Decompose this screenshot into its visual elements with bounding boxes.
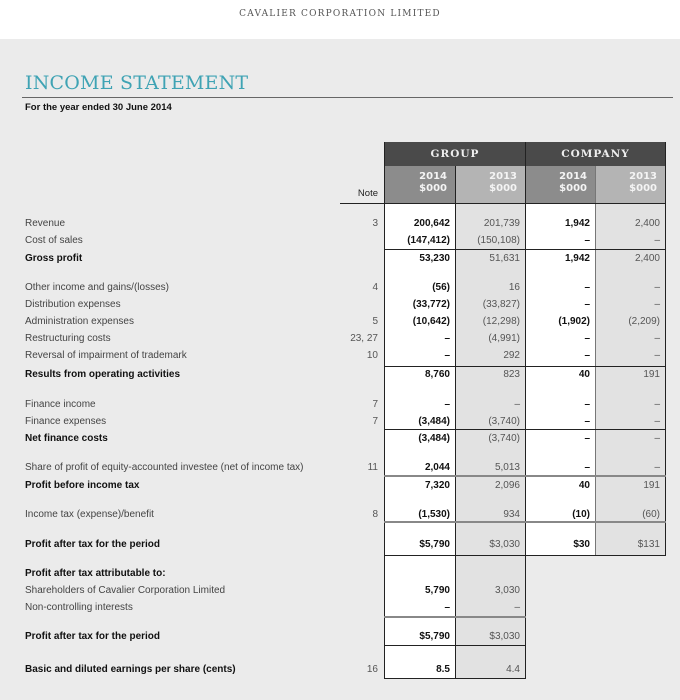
table-cell: 201,739 [483, 218, 520, 229]
table-cell: $5,790 [419, 539, 450, 550]
table-cell: – [584, 299, 590, 310]
table-cell: (33,827) [482, 299, 520, 310]
table-cell: $3,030 [489, 631, 520, 642]
table-cell: – [584, 235, 590, 246]
row-label: Shareholders of Cavalier Corporation Limited [25, 585, 226, 596]
period-subtitle: For the year ended 30 June 2014 [25, 102, 172, 113]
table-cell: – [584, 282, 590, 293]
row-label: Income tax (expense)/benefit [25, 509, 154, 520]
row-label: Administration expenses [25, 316, 134, 327]
row-label: Reversal of impairment of trademark [25, 350, 187, 361]
table-cell: – [654, 399, 660, 410]
row-label: Revenue [25, 218, 66, 229]
row-label: Profit after tax attributable to: [25, 568, 166, 579]
table-cell: (147,412) [407, 235, 450, 246]
table-cell: (33,772) [412, 299, 450, 310]
table-cell: 2,400 [634, 253, 660, 264]
subtotal-rule [384, 616, 526, 618]
table-cell: 16 [508, 282, 520, 293]
company-name: CAVALIER CORPORATION LIMITED [239, 9, 441, 19]
row-label: Profit after tax for the period [25, 539, 161, 550]
page-header [0, 0, 680, 38]
company-header: COMPANY [525, 142, 665, 166]
page-title: INCOME STATEMENT [25, 72, 249, 94]
row-note: 7 [372, 399, 378, 410]
row-note: 16 [366, 664, 378, 675]
table-cell: $5,790 [419, 631, 450, 642]
table-cell: 823 [503, 369, 520, 380]
table-cell: 7,320 [424, 480, 450, 491]
header-rule [340, 203, 666, 204]
table-cell: 2,044 [424, 462, 450, 473]
table-cell: 40 [578, 369, 590, 380]
table-cell: – [654, 333, 660, 344]
subtotal-rule [384, 249, 666, 250]
row-label: Profit after tax for the period [25, 631, 161, 642]
table-cell: 5,790 [424, 585, 450, 596]
row-note: 23, 27 [350, 333, 378, 344]
table-cell: 191 [643, 369, 660, 380]
row-label: Cost of sales [25, 235, 83, 246]
table-cell: (1,530) [418, 509, 450, 520]
table-cell: 2,400 [634, 218, 660, 229]
year-label: 2014 [559, 171, 587, 182]
table-cell: (3,740) [488, 416, 520, 427]
table-cell: – [584, 333, 590, 344]
row-note: 5 [372, 316, 378, 327]
table-cell: – [584, 433, 590, 444]
table-cell: 200,642 [413, 218, 450, 229]
table-cell: $3,030 [489, 539, 520, 550]
subtotal-rule [384, 429, 666, 430]
unit-label: $000 [419, 183, 447, 194]
row-note: 3 [372, 218, 378, 229]
table-border [665, 142, 666, 556]
table-border [384, 142, 385, 679]
total-rule [384, 645, 526, 646]
table-cell: – [584, 416, 590, 427]
group-header: GROUP [385, 142, 525, 166]
note-column-header: Note [357, 188, 378, 199]
col-header-group-2014 [385, 166, 455, 203]
table-cell: – [444, 333, 450, 344]
row-label: Restructuring costs [25, 333, 111, 344]
subtotal-rule [384, 521, 666, 523]
table-cell: – [654, 235, 660, 246]
table-cell: (3,484) [418, 433, 450, 444]
col-header-group-2013 [455, 166, 525, 203]
table-cell: (2,209) [628, 316, 660, 327]
row-note: 10 [366, 350, 378, 361]
table-cell: 191 [643, 480, 660, 491]
unit-label: $000 [559, 183, 587, 194]
row-label: Gross profit [25, 253, 83, 264]
table-cell: – [444, 350, 450, 361]
table-cell: 53,230 [419, 253, 450, 264]
table-cell: 40 [578, 480, 590, 491]
year-label: 2013 [489, 171, 517, 182]
table-cell: (10) [572, 509, 590, 520]
row-label: Finance income [25, 399, 96, 410]
statement-page [0, 39, 680, 700]
unit-label: $000 [489, 183, 517, 194]
table-cell: (4,991) [488, 333, 520, 344]
table-cell: $30 [573, 539, 590, 550]
table-cell: 3,030 [494, 585, 520, 596]
table-cell: 2,096 [494, 480, 520, 491]
row-label: Net finance costs [25, 433, 108, 444]
row-label: Basic and diluted earnings per share (cents) [25, 664, 236, 675]
row-label: Other income and gains/(losses) [25, 282, 169, 293]
col-header-company-2014 [525, 166, 595, 203]
table-cell: 1,942 [564, 218, 590, 229]
table-cell: (10,642) [412, 316, 450, 327]
table-border [595, 166, 596, 556]
year-label: 2013 [629, 171, 657, 182]
row-note: 7 [372, 416, 378, 427]
table-cell: – [584, 350, 590, 361]
table-cell: (150,108) [477, 235, 520, 246]
total-rule [384, 555, 666, 556]
table-cell: (56) [432, 282, 450, 293]
col-header-company-2013 [595, 166, 665, 203]
table-cell: – [654, 433, 660, 444]
subtotal-rule [384, 366, 666, 367]
table-cell: – [654, 350, 660, 361]
table-border [455, 166, 456, 679]
row-label: Non-controlling interests [25, 602, 133, 613]
table-cell: – [654, 282, 660, 293]
table-cell: 292 [503, 350, 520, 361]
table-cell: – [584, 399, 590, 410]
table-cell: (3,740) [488, 433, 520, 444]
table-cell: (1,902) [558, 316, 590, 327]
table-cell: (3,484) [418, 416, 450, 427]
row-label: Results from operating activities [25, 369, 181, 380]
table-cell: (12,298) [482, 316, 520, 327]
table-cell: 4.4 [506, 664, 520, 675]
table-cell: 8,760 [424, 369, 450, 380]
table-bottom-rule [384, 678, 526, 679]
table-cell: – [584, 462, 590, 473]
table-cell: – [444, 399, 450, 410]
table-cell: – [654, 299, 660, 310]
row-label: Distribution expenses [25, 299, 121, 310]
table-cell: 5,013 [494, 462, 520, 473]
row-note: 11 [367, 462, 378, 473]
title-divider [22, 97, 673, 98]
row-label: Profit before income tax [25, 480, 140, 491]
row-note: 8 [372, 509, 378, 520]
table-cell: – [654, 462, 660, 473]
table-border [525, 142, 526, 679]
row-note: 4 [372, 282, 378, 293]
row-label: Finance expenses [25, 416, 107, 427]
table-cell: 1,942 [564, 253, 590, 264]
unit-label: $000 [629, 183, 657, 194]
row-label: Share of profit of equity-accounted investee (net of income tax) [25, 462, 304, 473]
table-cell: – [514, 602, 520, 613]
year-label: 2014 [419, 171, 447, 182]
table-cell: $131 [637, 539, 660, 550]
subtotal-rule [384, 475, 666, 477]
table-cell: – [654, 416, 660, 427]
table-cell: (60) [642, 509, 660, 520]
table-cell: 51,631 [489, 253, 520, 264]
table-cell: – [444, 602, 450, 613]
table-cell: 8.5 [436, 664, 450, 675]
table-cell: 934 [503, 509, 520, 520]
table-cell: – [514, 399, 520, 410]
